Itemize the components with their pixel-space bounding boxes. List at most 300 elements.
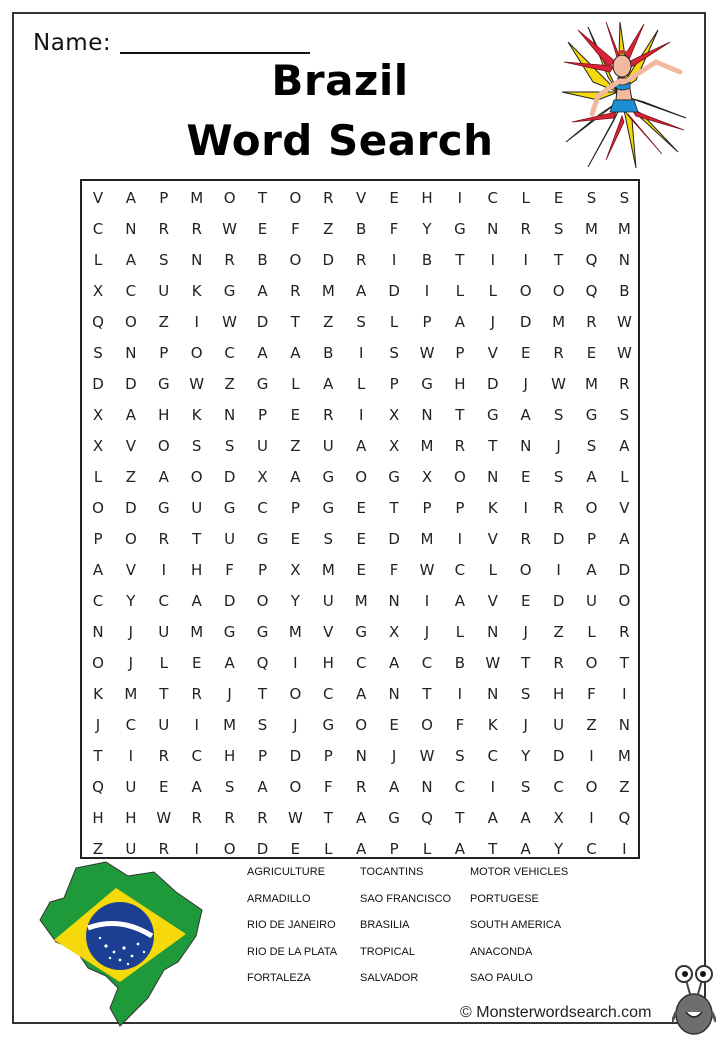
- grid-letter: O: [421, 716, 433, 734]
- grid-letter: S: [520, 685, 531, 703]
- grid-letter: A: [125, 406, 137, 424]
- grid-letter: T: [554, 251, 564, 269]
- letter-grid: [80, 179, 640, 859]
- grid-letter: Q: [585, 282, 598, 300]
- grid-letter: R: [158, 747, 170, 765]
- grid-letter: O: [124, 530, 137, 548]
- grid-letter: U: [586, 592, 597, 610]
- grid-letter: V: [487, 530, 498, 548]
- grid-letter: E: [356, 561, 366, 579]
- grid-letter: A: [125, 251, 137, 269]
- grid-letter: N: [92, 623, 104, 641]
- grid-letter: J: [128, 623, 134, 641]
- grid-letter: D: [552, 530, 565, 548]
- grid-letter: T: [455, 809, 465, 827]
- grid-letter: X: [553, 809, 564, 827]
- grid-letter: M: [124, 685, 138, 703]
- grid-letter: E: [257, 220, 268, 238]
- grid-letter: A: [191, 592, 202, 610]
- grid-letter: N: [223, 406, 236, 424]
- grid-letter: N: [487, 685, 499, 703]
- grid-letter: L: [422, 840, 432, 858]
- grid-letter: V: [487, 344, 498, 362]
- grid-letter: Q: [618, 809, 631, 827]
- grid-letter: V: [125, 437, 137, 455]
- grid-letter: P: [389, 375, 399, 393]
- grid-letter: V: [92, 189, 104, 207]
- grid-letter: R: [454, 437, 466, 455]
- grid-letter: R: [323, 406, 334, 424]
- grid-letter: R: [619, 623, 630, 641]
- grid-letter: G: [388, 809, 400, 827]
- grid-letter: I: [589, 809, 594, 827]
- grid-letter: I: [457, 189, 463, 207]
- grid-letter: O: [585, 778, 598, 796]
- grid-letter: N: [125, 344, 137, 362]
- grid-letter: D: [223, 468, 236, 486]
- grid-letter: O: [552, 282, 565, 300]
- grid-letter: H: [454, 375, 466, 393]
- grid-letter: A: [191, 778, 202, 796]
- grid-letter: D: [125, 499, 137, 517]
- grid-letter: O: [256, 592, 269, 610]
- grid-letter: I: [457, 530, 463, 548]
- grid-letter: E: [290, 840, 301, 858]
- grid-letter: I: [523, 499, 528, 517]
- grid-letter: E: [520, 468, 531, 486]
- grid-letter: O: [92, 654, 104, 672]
- grid-letter: R: [553, 499, 564, 517]
- grid-letter: B: [323, 344, 334, 362]
- word-list-item: SAO FRANCISCO: [360, 892, 452, 905]
- grid-letter: R: [158, 530, 170, 548]
- grid-letter: O: [453, 468, 466, 486]
- grid-letter: P: [422, 499, 432, 517]
- grid-letter: O: [355, 468, 368, 486]
- grid-letter: P: [290, 499, 300, 517]
- grid-letter: O: [289, 685, 302, 703]
- brazil-map-flag-icon: [36, 858, 206, 1028]
- grid-letter: F: [455, 716, 465, 734]
- grid-letter: J: [490, 313, 496, 331]
- grid-letter: G: [388, 468, 400, 486]
- grid-letter: R: [520, 530, 531, 548]
- grid-letter: N: [191, 251, 203, 269]
- grid-letter: G: [157, 375, 170, 393]
- grid-letter: H: [92, 809, 104, 827]
- grid-letter: W: [156, 809, 172, 827]
- grid-letter: Z: [290, 437, 301, 455]
- grid-letter: Z: [125, 468, 137, 486]
- grid-letter: N: [487, 623, 499, 641]
- grid-letter: P: [455, 499, 465, 517]
- grid-letter: Z: [224, 375, 235, 393]
- grid-letter: W: [485, 654, 501, 672]
- grid-letter: E: [290, 406, 301, 424]
- grid-letter: M: [420, 437, 434, 455]
- grid-letter: D: [552, 592, 565, 610]
- word-list-item: MOTOR VEHICLES: [470, 866, 569, 878]
- grid-letter: L: [620, 468, 629, 486]
- grid-letter: A: [125, 189, 137, 207]
- grid-letter: U: [158, 282, 170, 300]
- grid-letter: R: [191, 685, 202, 703]
- grid-letter: W: [616, 313, 632, 331]
- grid-letter: V: [487, 592, 498, 610]
- grid-letter: K: [487, 716, 498, 734]
- grid-letter: Y: [290, 592, 300, 610]
- grid-letter: U: [553, 716, 565, 734]
- grid-letter: N: [487, 468, 499, 486]
- grid-letter: L: [291, 375, 300, 393]
- grid-letter: X: [257, 468, 268, 486]
- grid-letter: N: [355, 747, 367, 765]
- grid-letter: J: [523, 375, 528, 393]
- grid-letter: A: [356, 282, 367, 300]
- grid-letter: S: [553, 406, 564, 424]
- grid-letter: P: [257, 406, 268, 424]
- grid-letter: M: [552, 313, 566, 331]
- grid-letter: G: [256, 623, 269, 641]
- grid-letter: A: [586, 561, 597, 579]
- grid-letter: C: [125, 282, 137, 300]
- grid-letter: D: [256, 313, 269, 331]
- grid-letter: E: [520, 344, 531, 362]
- grid-letter: P: [159, 344, 169, 362]
- grid-letter: S: [389, 344, 399, 362]
- grid-letter: L: [93, 251, 103, 269]
- grid-letter: I: [358, 344, 364, 362]
- grid-letter: O: [92, 499, 104, 517]
- grid-letter: Z: [323, 313, 334, 331]
- grid-letter: C: [125, 716, 137, 734]
- grid-letter: F: [323, 778, 333, 796]
- word-list-item: SOUTH AMERICA: [470, 919, 562, 931]
- grid-letter: Y: [126, 592, 136, 610]
- grid-letter: R: [553, 654, 564, 672]
- grid-letter: S: [619, 189, 630, 207]
- grid-letter: W: [616, 344, 632, 362]
- grid-letter: Y: [554, 840, 564, 858]
- grid-letter: D: [487, 375, 499, 393]
- grid-letter: A: [356, 809, 367, 827]
- grid-letter: S: [586, 437, 597, 455]
- grid-letter: O: [519, 282, 532, 300]
- grid-letter: B: [421, 251, 433, 269]
- grid-letter: I: [194, 716, 199, 734]
- grid-letter: P: [323, 747, 333, 765]
- grid-letter: I: [457, 685, 463, 703]
- grid-letter: N: [618, 716, 630, 734]
- word-list-item: FORTALEZA: [247, 972, 311, 984]
- grid-letter: R: [191, 220, 202, 238]
- grid-letter: F: [291, 220, 300, 238]
- grid-letter: S: [553, 468, 564, 486]
- grid-letter: Q: [585, 251, 598, 269]
- grid-letter: P: [93, 530, 103, 548]
- grid-letter: I: [194, 313, 199, 331]
- grid-letter: D: [552, 747, 565, 765]
- copyright-text: © Monsterwordsearch.com: [460, 1004, 652, 1021]
- grid-letter: A: [388, 778, 400, 796]
- grid-letter: R: [224, 251, 235, 269]
- grid-letter: C: [158, 592, 170, 610]
- grid-letter: B: [454, 654, 466, 672]
- grid-letter: B: [619, 282, 630, 300]
- grid-letter: P: [257, 747, 268, 765]
- grid-letter: T: [93, 747, 103, 765]
- grid-letter: D: [388, 282, 400, 300]
- grid-letter: N: [388, 592, 400, 610]
- grid-letter: I: [391, 251, 397, 269]
- grid-letter: K: [487, 499, 498, 517]
- grid-letter: Z: [619, 778, 630, 796]
- grid-letter: T: [521, 654, 531, 672]
- grid-letter: X: [92, 437, 104, 455]
- grid-letter: S: [553, 220, 564, 238]
- grid-letter: C: [323, 685, 334, 703]
- grid-letter: P: [257, 561, 268, 579]
- grid-letter: G: [585, 406, 598, 424]
- grid-letter: A: [92, 561, 104, 579]
- grid-letter: S: [224, 437, 235, 455]
- grid-letter: I: [194, 840, 199, 858]
- grid-letter: S: [159, 251, 169, 269]
- grid-letter: D: [618, 561, 631, 579]
- grid-letter: J: [391, 747, 397, 765]
- grid-letter: T: [422, 685, 432, 703]
- grid-letter: T: [192, 530, 202, 548]
- grid-letter: V: [619, 499, 630, 517]
- monster-mascot-icon: [672, 962, 716, 1036]
- grid-letter: T: [455, 406, 465, 424]
- grid-letter: G: [157, 499, 170, 517]
- grid-letter: H: [125, 809, 137, 827]
- grid-letter: C: [454, 778, 466, 796]
- grid-letter: I: [161, 561, 167, 579]
- grid-letter: N: [421, 406, 433, 424]
- grid-letter: A: [356, 437, 367, 455]
- grid-letter: F: [225, 561, 234, 579]
- carnival-dancer-icon: [558, 22, 690, 170]
- word-list-item: PORTUGESE: [470, 892, 539, 905]
- word-list-item: AGRICULTURE: [247, 866, 326, 878]
- grid-letter: Q: [92, 313, 104, 331]
- grid-letter: W: [419, 561, 435, 579]
- grid-letter: A: [619, 437, 630, 455]
- grid-letter: F: [389, 220, 399, 238]
- grid-letter: Q: [92, 778, 104, 796]
- grid-letter: T: [619, 654, 629, 672]
- grid-letter: C: [553, 778, 564, 796]
- grid-letter: G: [256, 375, 269, 393]
- grid-letter: T: [455, 251, 465, 269]
- grid-letter: A: [257, 778, 268, 796]
- grid-letter: X: [421, 468, 433, 486]
- word-list-item: ARMADILLO: [247, 892, 311, 905]
- grid-letter: N: [520, 437, 532, 455]
- grid-letter: I: [589, 747, 594, 765]
- word-list-item: TROPICAL: [360, 945, 416, 958]
- grid-letter: J: [556, 437, 561, 455]
- grid-letter: S: [191, 437, 202, 455]
- grid-letter: G: [256, 530, 269, 548]
- grid-letter: I: [523, 251, 528, 269]
- grid-letter: R: [158, 840, 170, 858]
- grid-letter: I: [424, 282, 430, 300]
- grid-letter: D: [125, 375, 137, 393]
- grid-letter: D: [519, 313, 532, 331]
- grid-letter: S: [93, 344, 103, 362]
- grid-letter: E: [520, 592, 531, 610]
- grid-letter: M: [354, 592, 368, 610]
- grid-letter: H: [223, 747, 236, 765]
- grid-letter: U: [158, 716, 170, 734]
- grid-letter: B: [356, 220, 367, 238]
- grid-letter: L: [389, 313, 399, 331]
- grid-letter: I: [490, 251, 496, 269]
- grid-letter: S: [586, 189, 597, 207]
- grid-letter: V: [356, 189, 367, 207]
- grid-letter: G: [421, 375, 433, 393]
- grid-letter: O: [519, 561, 532, 579]
- grid-letter: I: [556, 561, 561, 579]
- grid-letter: G: [223, 499, 236, 517]
- grid-letter: T: [159, 685, 169, 703]
- grid-letter: I: [622, 685, 627, 703]
- grid-letter: W: [222, 313, 238, 331]
- grid-letter: X: [290, 561, 301, 579]
- grid-letter: K: [191, 282, 202, 300]
- grid-letter: I: [622, 840, 627, 858]
- grid-letter: C: [454, 561, 466, 579]
- grid-letter: T: [389, 499, 399, 517]
- grid-letter: Y: [521, 747, 531, 765]
- grid-letter: E: [389, 716, 399, 734]
- grid-letter: H: [552, 685, 565, 703]
- grid-letter: W: [551, 375, 567, 393]
- grid-letter: T: [290, 313, 300, 331]
- grid-letter: N: [487, 220, 499, 238]
- grid-letter: R: [323, 189, 334, 207]
- grid-letter: D: [322, 251, 335, 269]
- grid-letter: Y: [422, 220, 432, 238]
- grid-letter: R: [355, 251, 367, 269]
- grid-letter: R: [158, 220, 170, 238]
- grid-letter: O: [124, 313, 137, 331]
- grid-letter: O: [585, 654, 598, 672]
- grid-letter: T: [488, 840, 498, 858]
- grid-letter: A: [224, 654, 235, 672]
- grid-letter: A: [520, 406, 531, 424]
- grid-letter: I: [358, 406, 364, 424]
- grid-letter: J: [128, 654, 134, 672]
- grid-letter: N: [388, 685, 400, 703]
- grid-letter: E: [389, 189, 399, 207]
- grid-letter: L: [93, 468, 103, 486]
- grid-letter: C: [92, 592, 104, 610]
- name-blank-line: [120, 52, 310, 54]
- grid-letter: P: [586, 530, 597, 548]
- grid-letter: S: [619, 406, 630, 424]
- grid-letter: U: [257, 437, 268, 455]
- grid-letter: M: [288, 623, 302, 641]
- grid-letter: H: [322, 654, 334, 672]
- grid-letter: A: [619, 530, 630, 548]
- grid-letter: X: [388, 406, 400, 424]
- grid-letter: U: [125, 840, 137, 858]
- grid-letter: C: [487, 747, 499, 765]
- grid-letter: L: [521, 189, 530, 207]
- grid-letter: P: [422, 313, 432, 331]
- grid-letter: R: [619, 375, 630, 393]
- grid-letter: T: [257, 685, 268, 703]
- grid-letter: A: [257, 282, 268, 300]
- grid-letter: G: [223, 282, 236, 300]
- grid-letter: G: [223, 623, 236, 641]
- grid-letter: R: [520, 220, 531, 238]
- grid-letter: P: [159, 189, 169, 207]
- grid-letter: U: [158, 623, 170, 641]
- grid-letter: E: [356, 530, 366, 548]
- grid-letter: U: [322, 592, 334, 610]
- grid-letter: A: [520, 840, 531, 858]
- grid-letter: A: [520, 809, 531, 827]
- grid-letter: W: [189, 375, 205, 393]
- word-list-item: TOCANTINS: [360, 866, 424, 878]
- grid-letter: O: [289, 778, 302, 796]
- grid-letter: J: [293, 716, 298, 734]
- grid-letter: C: [92, 220, 104, 238]
- grid-letter: O: [190, 344, 203, 362]
- grid-letter: O: [618, 592, 631, 610]
- grid-letter: A: [454, 592, 466, 610]
- grid-letter: A: [586, 468, 597, 486]
- grid-letter: F: [389, 561, 399, 579]
- grid-letter: T: [323, 809, 333, 827]
- grid-letter: S: [356, 313, 366, 331]
- word-list-item: BRASILIA: [360, 919, 410, 931]
- grid-letter: X: [92, 406, 104, 424]
- grid-letter: L: [357, 375, 366, 393]
- grid-letter: O: [289, 189, 302, 207]
- grid-letter: O: [355, 716, 368, 734]
- grid-letter: N: [125, 220, 137, 238]
- grid-letter: M: [223, 716, 237, 734]
- grid-letter: Z: [158, 313, 169, 331]
- grid-letter: E: [356, 499, 366, 517]
- grid-letter: X: [388, 437, 400, 455]
- grid-letter: G: [355, 623, 367, 641]
- name-label: Name:: [33, 30, 112, 56]
- grid-letter: S: [224, 778, 235, 796]
- word-list-item: RIO DE LA PLATA: [247, 945, 338, 958]
- grid-letter: I: [490, 778, 496, 796]
- grid-letter: I: [128, 747, 134, 765]
- grid-letter: J: [523, 716, 528, 734]
- grid-letter: D: [223, 592, 236, 610]
- grid-letter: K: [191, 406, 202, 424]
- grid-letter: S: [257, 716, 268, 734]
- grid-letter: G: [322, 716, 335, 734]
- grid-letter: G: [322, 468, 335, 486]
- grid-letter: J: [523, 623, 528, 641]
- grid-letter: R: [553, 344, 564, 362]
- grid-letter: M: [321, 561, 335, 579]
- grid-letter: Z: [92, 840, 104, 858]
- grid-letter: O: [289, 251, 302, 269]
- grid-letter: C: [586, 840, 597, 858]
